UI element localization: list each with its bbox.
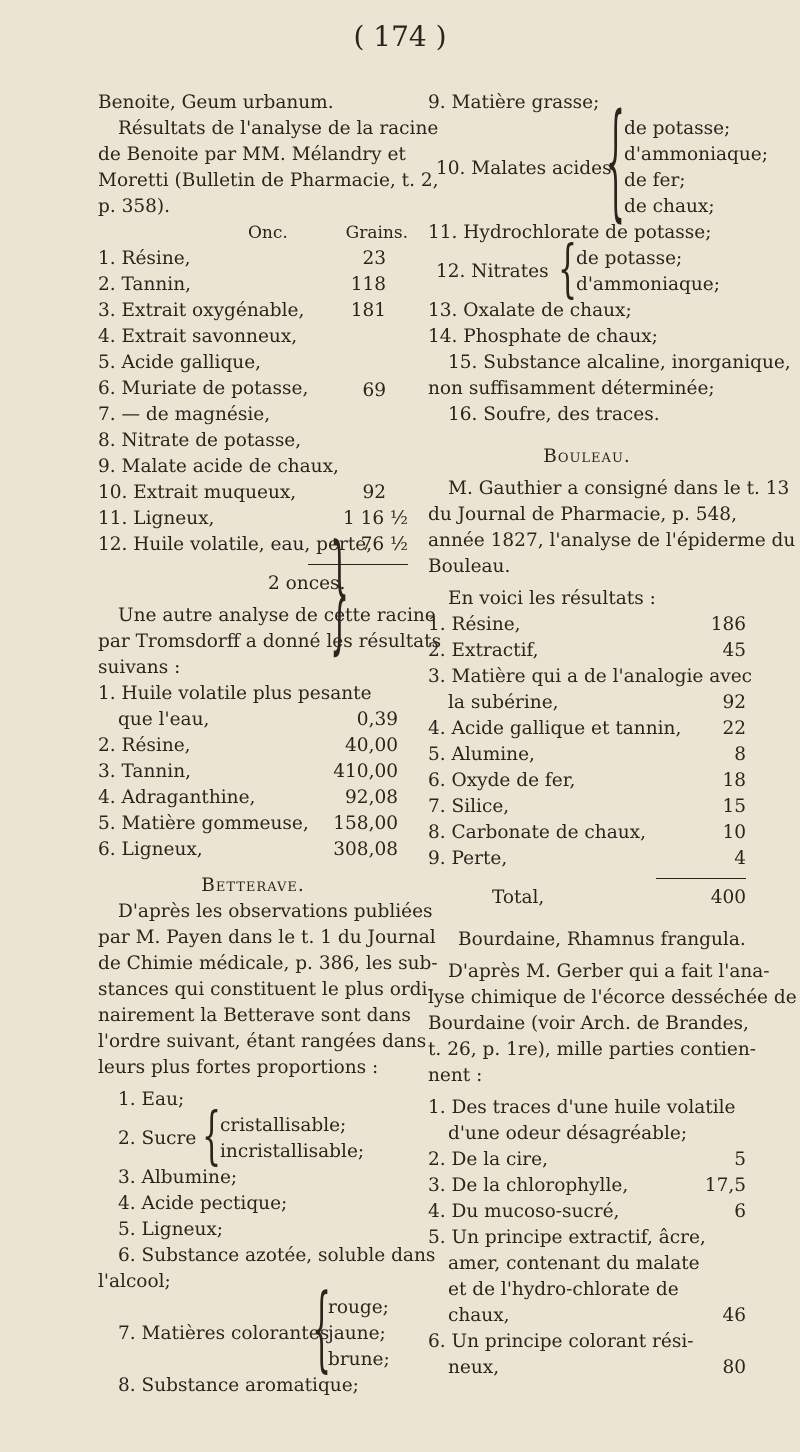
bouleau-item-5: 5. Alumine, 8 <box>428 744 746 765</box>
benoite-item-5: 5. Acide gallique, <box>98 352 262 373</box>
header-onc: Onc. <box>248 223 288 243</box>
bourdaine-intro-2: lyse chimique de l'écorce desséchée de <box>428 987 797 1008</box>
sucre-b: incristallisable; <box>220 1141 365 1162</box>
betterave-item-8: 8. Substance aromatique; <box>118 1375 359 1396</box>
bouleau-item-9: 9. Perte, 4 <box>428 848 746 869</box>
betterave-intro-6: l'ordre suivant, étant rangées dans <box>98 1031 427 1052</box>
benoite-item-6: 6. Muriate de potasse, <box>98 378 309 399</box>
right-column <box>428 90 797 1381</box>
benoite-item-1: 1. Résine, 23 <box>98 248 386 269</box>
bourdaine-item-5d: chaux, 46 <box>448 1305 746 1326</box>
betterave-intro-7: leurs plus fortes proportions : <box>98 1057 379 1078</box>
bouleau-item-3b: la subérine, 92 <box>448 692 746 713</box>
bourdaine-item-6: 6. Un principe colorant rési- <box>428 1331 694 1352</box>
benoite-intro-4: p. 358). <box>98 196 171 217</box>
tromsdorff-item-1: 1. Huile volatile plus pesante <box>98 683 372 704</box>
benoite-headers <box>98 220 408 246</box>
tromsdorff-intro-2: par Tromsdorff a donné les résultats <box>98 631 442 652</box>
bouleau-intro-4: Bouleau. <box>428 556 511 577</box>
betterave-item-6b: l'alcool; <box>98 1271 171 1292</box>
bouleau-item-8: 8. Carbonate de chaux, 10 <box>428 822 746 843</box>
nitrates-brace: { <box>558 233 578 307</box>
tromsdorff-item-2: 2. Résine, 40,00 <box>98 735 398 756</box>
nitrates-label: 12. Nitrates <box>436 261 549 282</box>
sucre-group <box>98 1100 408 1174</box>
benoite-total: 2 onces. <box>268 573 346 594</box>
colorantes-a: rouge; <box>328 1297 389 1318</box>
benoite-group-value: 69 <box>362 380 386 401</box>
benoite-item-2: 2. Tannin, 118 <box>98 274 386 295</box>
betterave-intro-2: par M. Payen dans le t. 1 du Journal <box>98 927 436 948</box>
betterave-title: Betterave. <box>201 875 305 896</box>
betterave-item-4: 4. Acide pectique; <box>118 1193 288 1214</box>
betterave-intro-1: D'après les observations publiées <box>118 901 433 922</box>
item-15b: non suffisamment déterminée; <box>428 378 715 399</box>
bourdaine-item-5c: et de l'hydro-chlorate de <box>448 1279 679 1300</box>
malates-b: d'ammoniaque; <box>624 144 768 165</box>
betterave-intro-5: nairement la Betterave sont dans <box>98 1005 411 1026</box>
nitrates-a: de potasse; <box>576 248 683 269</box>
bouleau-intro-1: M. Gauthier a consigné dans le t. 13 <box>448 478 790 499</box>
bourdaine-intro-1: D'après M. Gerber qui a fait l'ana- <box>448 961 770 982</box>
nitrates-b: d'ammoniaque; <box>576 274 720 295</box>
betterave-item-3: 3. Albumine; <box>118 1167 238 1188</box>
benoite-item-7: 7. — de magnésie, <box>98 404 271 425</box>
benoite-intro-3: Moretti (Bulletin de Pharmacie, t. 2, <box>98 170 439 191</box>
sucre-a: cristallisable; <box>220 1115 347 1136</box>
betterave-item-5: 5. Ligneux; <box>118 1219 224 1240</box>
benoite-title: Benoite, Geum urbanum. <box>98 92 334 113</box>
bourdaine-item-5b: amer, contenant du malate <box>448 1253 700 1274</box>
item-13: 13. Oxalate de chaux; <box>428 300 632 321</box>
bourdaine-item-4: 4. Du mucoso-sucré, 6 <box>428 1201 746 1222</box>
item-15a: 15. Substance alcaline, inorganique, <box>448 352 791 373</box>
benoite-item-11: 11. Ligneux, 1 16 ½ <box>98 508 408 529</box>
malates-c: de fer; <box>624 170 686 191</box>
header-grains: Grains. <box>345 223 408 243</box>
item-16: 16. Soufre, des traces. <box>448 404 660 425</box>
tromsdorff-item-1b: que l'eau, 0,39 <box>118 709 398 730</box>
brace-right: } <box>330 520 350 671</box>
sucre-label: 2. Sucre <box>118 1128 197 1149</box>
tromsdorff-intro-3: suivans : <box>98 657 181 678</box>
bourdaine-item-1: 1. Des traces d'une huile volatile <box>428 1097 736 1118</box>
bouleau-intro-3: année 1827, l'analyse de l'épiderme du <box>428 530 796 551</box>
bouleau-item-1: 1. Résine, 186 <box>428 614 746 635</box>
bourdaine-title: Bourdaine, Rhamnus frangula. <box>458 929 746 950</box>
bourdaine-intro-4: t. 26, p. 1re), mille parties contien- <box>428 1039 757 1060</box>
item-9: 9. Matière grasse; <box>428 92 600 113</box>
tromsdorff-item-5: 5. Matière gommeuse, 158,00 <box>98 813 398 834</box>
bouleau-item-7: 7. Silice, 15 <box>428 796 746 817</box>
benoite-item-4: 4. Extrait savonneux, <box>98 326 298 347</box>
bourdaine-item-6b: neux, 80 <box>448 1357 746 1378</box>
sucre-brace: { <box>202 1100 222 1174</box>
bouleau-results-intro: En voici les résultats : <box>448 588 656 609</box>
betterave-item-1: 1. Eau; <box>118 1089 185 1110</box>
colorantes-b: jaune; <box>328 1323 386 1344</box>
malates-brace: { <box>606 90 626 238</box>
bouleau-total-rule <box>656 878 746 879</box>
tromsdorff-intro-1: Une autre analyse de cette racine <box>118 605 436 626</box>
tromsdorff-item-6: 6. Ligneux, 308,08 <box>98 839 398 860</box>
tromsdorff-item-3: 3. Tannin, 410,00 <box>98 761 398 782</box>
item-14: 14. Phosphate de chaux; <box>428 326 658 347</box>
benoite-intro-1: Résultats de l'analyse de la racine <box>118 118 439 139</box>
colorantes-label: 7. Matières colorantes <box>118 1323 330 1344</box>
bouleau-item-2: 2. Extractif, 45 <box>428 640 746 661</box>
bouleau-item-4: 4. Acide gallique et tannin, 22 <box>428 718 746 739</box>
bouleau-title: Bouleau. <box>543 446 631 467</box>
bouleau-item-6: 6. Oxyde de fer, 18 <box>428 770 746 791</box>
benoite-item-10: 10. Extrait muqueux, 92 <box>98 482 386 503</box>
benoite-intro-2: de Benoite par MM. Mélandry et <box>98 144 406 165</box>
benoite-total-rule <box>308 564 408 565</box>
benoite-item-9: 9. Malate acide de chaux, <box>98 456 339 477</box>
bouleau-intro-2: du Journal de Pharmacie, p. 548, <box>428 504 737 525</box>
nitrates-group <box>428 233 746 307</box>
benoite-item-8: 8. Nitrate de potasse, <box>98 430 302 451</box>
bouleau-item-3: 3. Matière qui a de l'analogie avec <box>428 666 753 687</box>
bourdaine-intro-5: nent : <box>428 1065 483 1086</box>
malates-a: de potasse; <box>624 118 731 139</box>
malates-d: de chaux; <box>624 196 715 217</box>
malates-label: 10. Malates acides <box>436 158 612 179</box>
benoite-item-3: 3. Extrait oxygénable, 181 <box>98 300 386 321</box>
betterave-intro-4: stances qui constituent le plus ordi- <box>98 979 434 1000</box>
tromsdorff-item-4: 4. Adraganthine, 92,08 <box>98 787 398 808</box>
bourdaine-item-5: 5. Un principe extractif, âcre, <box>428 1227 706 1248</box>
item-11: 11. Hydrochlorate de potasse; <box>428 222 712 243</box>
betterave-intro-3: de Chimie médicale, p. 386, les sub- <box>98 953 438 974</box>
bourdaine-item-2: 2. De la cire, 5 <box>428 1149 746 1170</box>
bourdaine-item-1b: d'une odeur désagréable; <box>448 1123 688 1144</box>
bourdaine-intro-3: Bourdaine (voir Arch. de Brandes, <box>428 1013 749 1034</box>
benoite-item-12: 12. Huile volatile, eau, perte, 76 ½ <box>98 534 408 555</box>
bouleau-total: Total, 400 <box>492 887 746 908</box>
bourdaine-item-3: 3. De la chlorophylle, 17,5 <box>428 1175 746 1196</box>
left-column <box>98 90 442 1399</box>
page-number: ( 174 ) <box>353 20 447 53</box>
colorantes-brace: { <box>312 1276 332 1385</box>
betterave-item-6a: 6. Substance azotée, soluble dans <box>118 1245 436 1266</box>
colorantes-c: brune; <box>328 1349 390 1370</box>
